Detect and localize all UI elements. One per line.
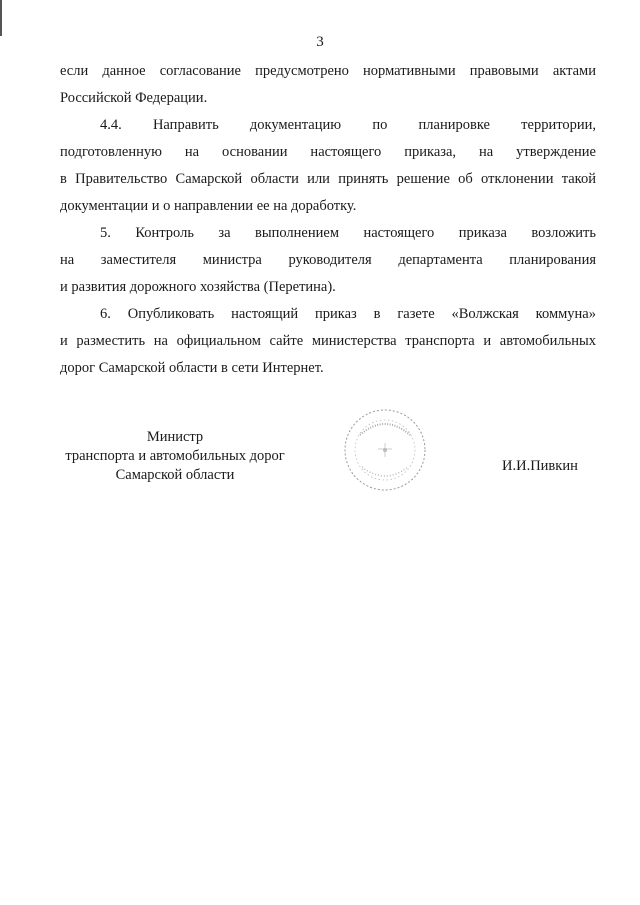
paragraph-6 bbox=[60, 301, 596, 382]
text-line: на заместителя министра руководителя департамента планирования bbox=[60, 252, 596, 268]
signatory-title-line: Министр bbox=[146, 429, 204, 445]
paragraph-5 bbox=[60, 220, 596, 301]
signatory-title-line: транспорта и автомобильных дорог bbox=[65, 448, 285, 464]
text-line: и разместить на официальном сайте министерства транспорта и автомобильных bbox=[60, 333, 596, 349]
document-body bbox=[60, 58, 596, 382]
text-line: подготовленную на основании настоящего приказа, на утверждение bbox=[60, 144, 596, 160]
text-line: 4.4. Направить документацию по планировке территории, bbox=[100, 117, 596, 133]
text-line: документации и о направлении ее на доработку. bbox=[60, 198, 357, 214]
signatory-title-line: Самарской области bbox=[115, 467, 235, 483]
paragraph-continued bbox=[60, 58, 596, 112]
paragraph-4-4 bbox=[60, 112, 596, 220]
signatory-name: И.И.Пивкин bbox=[502, 458, 578, 474]
text-line: в Правительство Самарской области или принять решение об отклонении такой bbox=[60, 171, 596, 187]
text-line: дорог Самарской области в сети Интернет. bbox=[60, 360, 324, 376]
signatory-title bbox=[40, 428, 310, 485]
text-line: 6. Опубликовать настоящий приказ в газете «Волжская коммуна» bbox=[100, 306, 596, 322]
page-number: 3 bbox=[316, 34, 324, 50]
text-line: и развития дорожного хозяйства (Перетина). bbox=[60, 279, 336, 295]
official-seal-stamp bbox=[340, 405, 430, 495]
text-line: если данное согласование предусмотрено нормативными правовыми актами bbox=[60, 63, 596, 79]
text-line: 5. Контроль за выполнением настоящего приказа возложить bbox=[100, 225, 596, 241]
scan-edge-mark bbox=[0, 0, 2, 36]
text-line: Российской Федерации. bbox=[60, 90, 208, 106]
